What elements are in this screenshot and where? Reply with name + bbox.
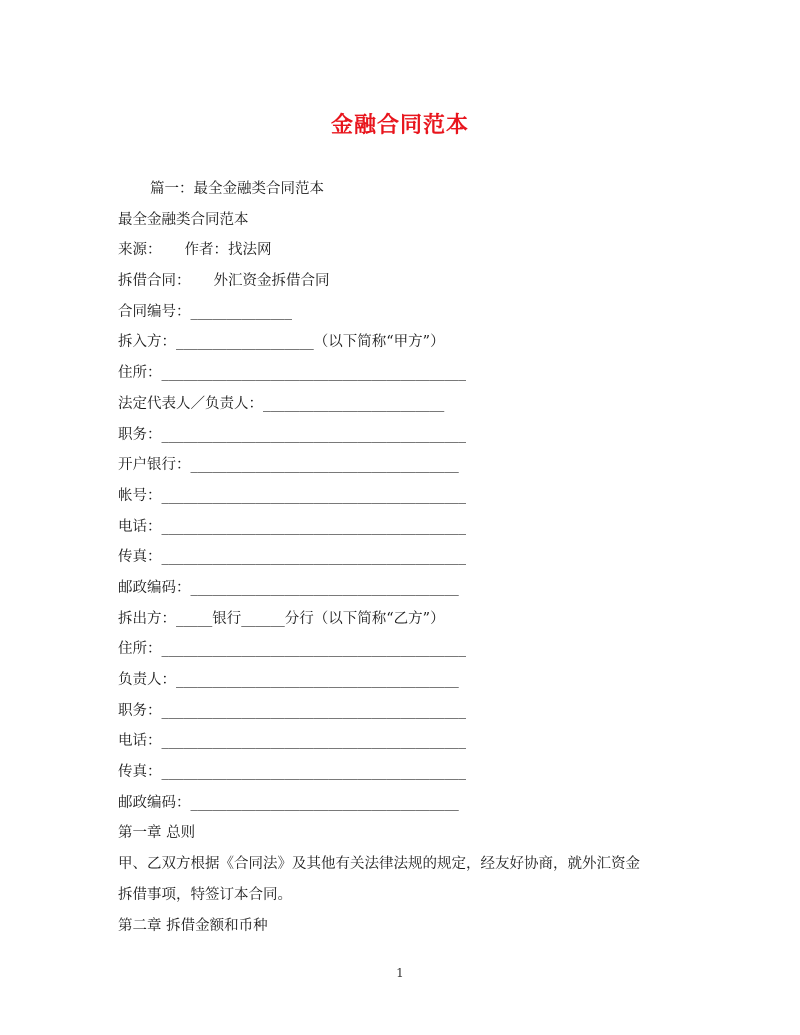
borrower-bank-field: 开户银行：_____________________________________ — [118, 457, 459, 474]
lender-head-field: 负责人：_______________________________________ — [118, 672, 459, 688]
chapter-heading: 第二章 拆借金额和币种 — [118, 917, 268, 934]
doc-subtitle: 最全金融类合同范本 — [118, 211, 249, 228]
section-heading: 篇一：最全金融类合同范本 — [150, 181, 324, 197]
chapter-heading: 第一章 总则 — [118, 825, 196, 842]
borrower-fax-field: 传真：__________________________________________ — [118, 549, 466, 566]
lender-postcode-field: 邮政编码：_____________________________________ — [118, 794, 459, 811]
lender-fax-field: 传真：__________________________________________ — [118, 764, 466, 781]
borrower-position-field: 职务：__________________________________________ — [118, 426, 466, 443]
document-title: 金融合同范本 — [330, 112, 469, 138]
paragraph-line: 甲、乙双方根据《合同法》及其他有关法律法规的规定，经友好协商，就外汇资金 — [118, 856, 640, 873]
contract-type-line: 拆借合同： 外汇资金拆借合同 — [118, 273, 330, 290]
source-line: 来源： 作者：找法网 — [118, 242, 272, 259]
borrower-account-field: 帐号：__________________________________________ — [118, 487, 466, 504]
page-number: 1 — [396, 966, 404, 980]
lender-phone-field: 电话：__________________________________________ — [118, 733, 466, 750]
borrower-address-field: 住所：__________________________________________ — [118, 365, 466, 382]
contract-number-field: 合同编号：______________ — [118, 303, 292, 320]
document-body — [118, 174, 698, 941]
borrower-phone-field: 电话：__________________________________________ — [118, 518, 466, 535]
lender-field: 拆出方：_____银行______分行（以下简称“乙方”） — [118, 610, 445, 627]
borrower-postcode-field: 邮政编码：_____________________________________ — [118, 579, 459, 596]
borrower-representative-field: 法定代表人／负责人：_________________________ — [118, 395, 445, 412]
borrower-field: 拆入方：___________________（以下简称“甲方”） — [118, 334, 445, 351]
lender-position-field: 职务：__________________________________________ — [118, 702, 466, 719]
lender-address-field: 住所：__________________________________________ — [118, 641, 466, 658]
paragraph-line: 拆借事项，特签订本合同。 — [118, 886, 292, 903]
